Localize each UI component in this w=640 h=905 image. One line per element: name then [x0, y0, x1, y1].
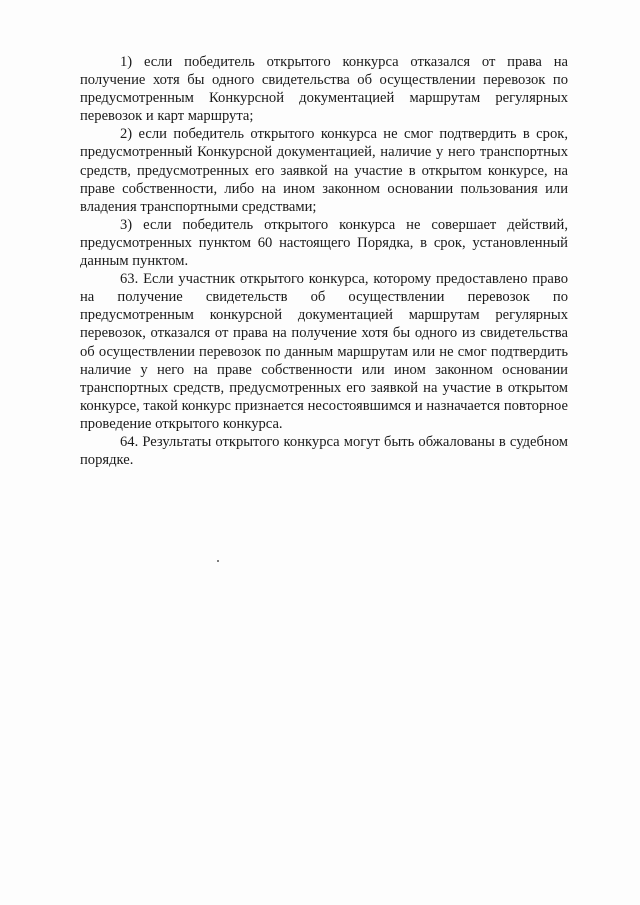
paragraph-clause-63: 63. Если участник открытого конкурса, которому предоставлено право на получение свидетельств об осуществлении перевозок по предусмотренным конкурсной документацией маршрутам регулярных перевозок, отказался от права на получение хотя бы одного из свидетельства об осуществлении перевозок по данным маршрутам или не смог подтвердить наличие у него на праве собственности или ином законном основании транспортных средств, предусмотренных его заявкой на участие в открытом конкурсе, такой конкурс признается несостоявшимся и назначается повторное проведение открытого конкурса.	[80, 271, 568, 432]
paragraph-clause-64: 64. Результаты открытого конкурса могут быть обжалованы в судебном порядке.	[80, 433, 568, 469]
paragraph-item-1: 1) если победитель открытого конкурса отказался от права на получение хотя бы одного свидетельства об осуществлении перевозок по предусмотренным Конкурсной документацией маршрутам регулярных перевозок и карт маршрута;	[80, 54, 568, 125]
paragraph-item-3: 3) если победитель открытого конкурса не совершает действий, предусмотренных пунктом 60 настоящего Порядка, в срок, установленный данным пунктом.	[80, 216, 568, 270]
scan-speck	[217, 560, 219, 562]
paragraph-item-2: 2) если победитель открытого конкурса не смог подтвердить в срок, предусмотренный Конкурсной документацией, наличие у него транспортных средств, предусмотренных его заявкой на участие в открытом конкурсе, на праве собственности, либо на ином законном основании пользования или владения транспортными средствами;	[80, 126, 568, 215]
document-body	[80, 53, 568, 469]
